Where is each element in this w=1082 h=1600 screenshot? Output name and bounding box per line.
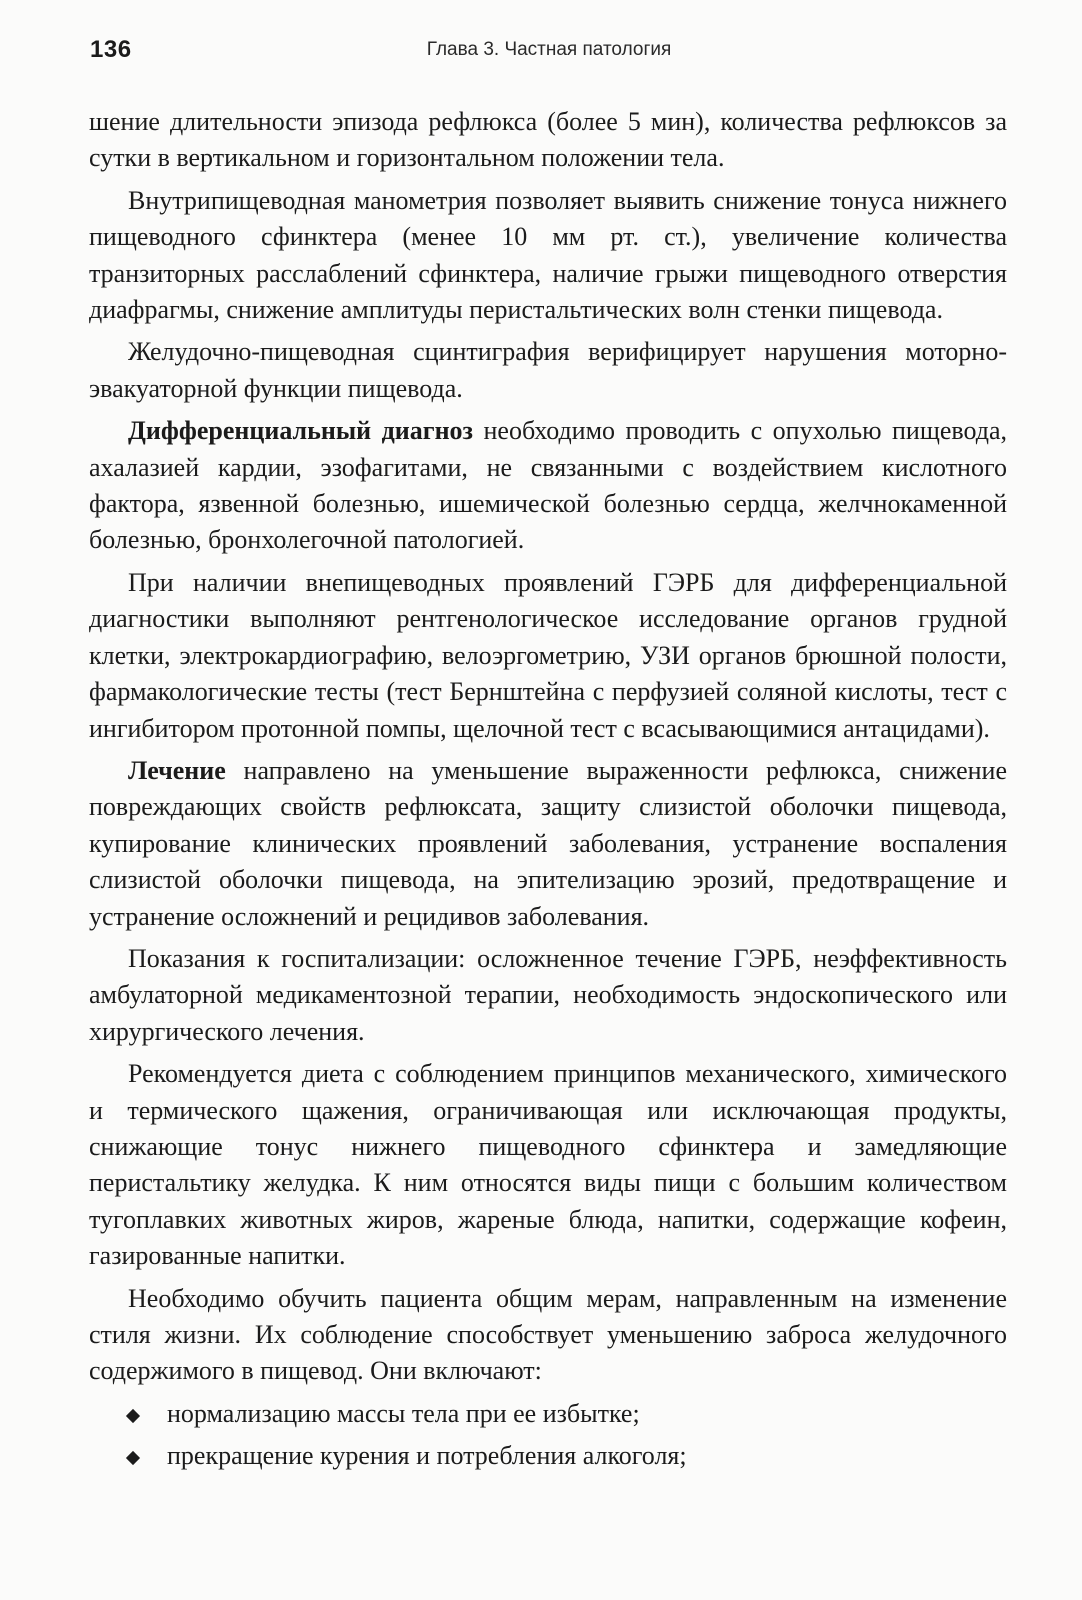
paragraph-extraesophageal	[89, 565, 1007, 747]
paragraph-scintigraphy	[89, 334, 1007, 407]
page-number: 136	[90, 36, 132, 63]
paragraph-bold-term: Дифференциальный диагноз	[128, 416, 474, 446]
paragraph-text: Рекомендуется диета с соблюдением принципов механического, химического и термического щажения, ограничивающая или исключающая продукты, снижающие тонус нижнего пищеводного сфинктера и замедляющие перистальтику желудка. К ним относятся виды пищи с большим количеством тугоплавких животных жиров, жареные блюда, напитки, содержащие кофеин, газированные напитки.	[89, 1059, 1007, 1271]
paragraph-manometry	[89, 183, 1007, 329]
paragraph-lifestyle	[89, 1281, 1007, 1390]
list-item	[128, 1438, 1007, 1474]
diamond-bullet-icon	[126, 1451, 140, 1465]
paragraph-continuation	[89, 104, 1007, 177]
body-text	[89, 104, 1007, 1481]
list-item-text: нормализацию массы тела при ее избытке;	[167, 1398, 640, 1428]
diamond-bullet-icon	[126, 1409, 140, 1423]
paragraph-text: Желудочно-пищеводная сцинтиграфия верифицирует нарушения моторно-эвакуаторной функции пищевода.	[89, 337, 1007, 403]
paragraph-text: Показания к госпитализации: осложненное течение ГЭРБ, неэффективность амбулаторной медикаментозной терапии, необходимость эндоскопического или хирургического лечения.	[89, 943, 1007, 1046]
paragraph-text: шение длительности эпизода рефлюкса (более 5 мин), количества рефлюксов за сутки в вертикальном и горизонтальном положении тела.	[89, 107, 1007, 173]
paragraph-text: необходимо проводить с опухолью пищевода, ахалазией кардии, эзофагитами, не связанными с воздействием кислотного фактора, язвенной болезнью, ишемической болезнью сердца, желчнокаменной болезнью, бронхолегочной патологией.	[89, 416, 1007, 555]
paragraph-treatment	[89, 753, 1007, 935]
paragraph-diet	[89, 1056, 1007, 1274]
paragraph-text: Внутрипищеводная манометрия позволяет выявить снижение тонуса нижнего пищеводного сфинктера (менее 10 мм рт. ст.), увеличение количества транзиторных расслаблений сфинктера, наличие грыжи пищеводного отверстия диафрагмы, снижение амплитуды перистальтических волн стенки пищевода.	[89, 185, 1007, 325]
paragraph-bold-term: Лечение	[128, 755, 226, 785]
paragraph-hospitalization	[89, 941, 1007, 1050]
paragraph-text: При наличии внепищеводных проявлений ГЭРБ для дифференциальной диагностики выполняют рентгенологическое исследование органов грудной клетки, электрокардиографию, велоэргометрию, УЗИ органов брюшной полости, фармакологические тесты (тест Бернштейна с перфузией соляной кислоты, тест с ингибитором протонной помпы, щелочной тест с всасывающимися антацидами).	[89, 567, 1007, 743]
list-item-text: прекращение курения и потребления алкоголя;	[167, 1441, 687, 1471]
paragraph-differential-diagnosis	[89, 413, 1007, 559]
paragraph-text: направлено на уменьшение выраженности рефлюкса, снижение повреждающих свойств рефлюксата, защиту слизистой оболочки пищевода, купирование клинических проявлений заболевания, устранение воспаления слизистой оболочки пищевода, на эпителизацию эрозий, предотвращение и устранение осложнений и рецидивов заболевания.	[89, 755, 1007, 931]
list-item	[128, 1396, 1007, 1432]
page-header	[90, 34, 1008, 74]
paragraph-text: Необходимо обучить пациента общим мерам, направленным на изменение стиля жизни. Их соблюдение способствует уменьшению заброса желудочного содержимого в пищевод. Они включают:	[89, 1283, 1007, 1386]
bullet-list	[89, 1396, 1007, 1475]
running-head: Глава 3. Частная патология	[426, 39, 672, 60]
